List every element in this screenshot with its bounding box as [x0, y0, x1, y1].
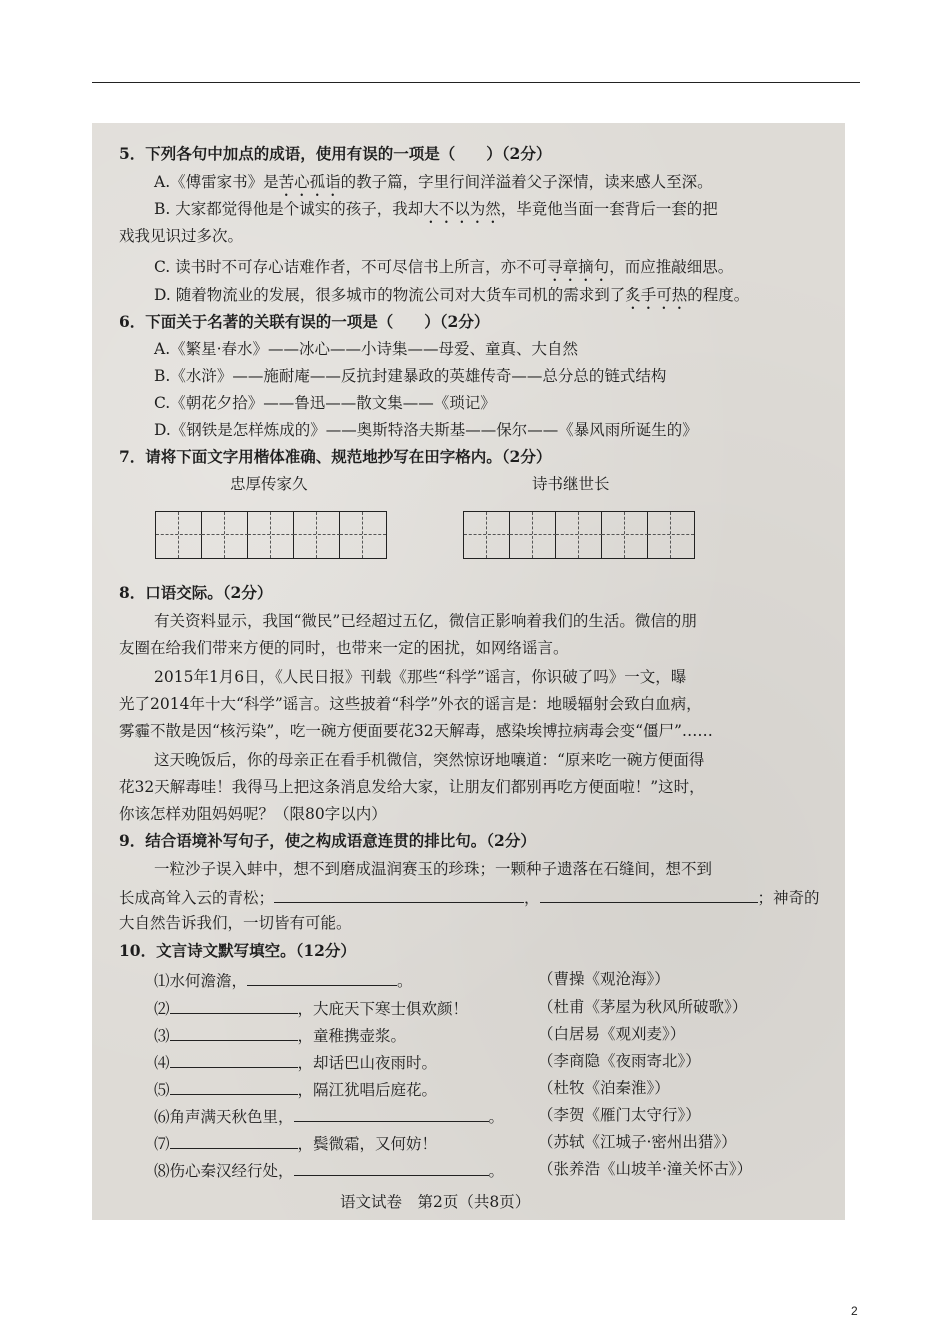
q5-a-pre: A.《傅雷家书》是: [154, 173, 279, 191]
grid-cell[interactable]: [202, 512, 248, 558]
tianzige-grid-left[interactable]: [155, 511, 387, 559]
q10-item-4-source: （李商隐《夜雨寄北》）: [538, 1052, 701, 1070]
q6-option-c: C.《朝花夕拾》——鲁迅——散文集——《琐记》: [154, 394, 496, 412]
q10-item-pre: ⑸: [154, 1081, 170, 1099]
q10-item-4: [154, 1051, 437, 1073]
q10-item-3: [154, 1024, 406, 1046]
grid-cell[interactable]: [294, 512, 340, 558]
q8-para2-line3: 雾霾不散是因“核污染”，吃一碗方便面要花32天解毒，感染埃博拉病毒会变“僵尸”……: [119, 722, 713, 740]
q10-item-post: ，大庇天下寒士俱欢颜！: [297, 1000, 469, 1018]
q10-item-2-source: （杜甫《茅屋为秋风所破歌》）: [538, 998, 748, 1016]
q10-item-pre: ⑵: [154, 1000, 170, 1018]
q5-b-marked-idiom: 大不以为然: [423, 200, 501, 218]
grid-cell[interactable]: [602, 512, 648, 558]
q9-comma: ，: [524, 889, 540, 907]
q10-item-post: ，隔江犹唱后庭花。: [297, 1081, 438, 1099]
q5-option-b: [154, 199, 718, 227]
q10-blank[interactable]: [170, 1132, 298, 1149]
grid-cell[interactable]: [648, 512, 694, 558]
q9-line2: [119, 886, 820, 908]
q5-d-pre: D. 随着物流业的发展，很多城市的物流公司对大货车司机的需求到了: [154, 286, 626, 304]
grid-cell[interactable]: [156, 512, 202, 558]
q10-item-post: 。: [488, 1108, 505, 1126]
grid-cell[interactable]: [464, 512, 510, 558]
q10-item-pre: ⑻伤心秦汉经行处，: [154, 1162, 294, 1180]
q10-item-5-source: （杜牧《泊秦淮》）: [538, 1079, 670, 1097]
q6-option-b: B.《水浒》——施耐庵——反抗封建暴政的英雄传奇——总分总的链式结构: [154, 367, 667, 385]
grid-cell[interactable]: [510, 512, 556, 558]
q10-item-1-source: （曹操《观沧海》）: [538, 970, 670, 988]
q10-blank[interactable]: [294, 1159, 489, 1176]
q10-item-2: [154, 997, 468, 1019]
q10-blank[interactable]: [170, 997, 298, 1014]
q10-item-pre: ⑴水何澹澹，: [154, 972, 248, 990]
q5-c-marked-idiom: 寻章摘句: [547, 258, 610, 276]
q5-option-b-cont: 戏我见识过多次。: [119, 227, 244, 245]
q8-para3-line2: 花32天解毒哇！我得马上把这条消息发给大家，让朋友们都别再吃方便面啦！”这时，: [119, 778, 705, 796]
q10-item-8-source: （张养浩《山坡羊·潼关怀古》）: [538, 1160, 753, 1178]
q9-line2-tail: ；神奇的: [757, 889, 820, 907]
q5-c-post: ，而应推敲细思。: [609, 258, 734, 276]
q5-option-a: [154, 172, 713, 200]
q10-item-7-source: （苏轼《江城子·密州出猎》）: [538, 1133, 737, 1151]
q9-blank-2[interactable]: [540, 886, 758, 903]
grid-cell[interactable]: [248, 512, 294, 558]
tianzige-grid-right[interactable]: [463, 511, 695, 559]
q8-para2-line2: 光了2014年十大“科学”谣言。这些披着“科学”外衣的谣言是：地暖辐射会致白血病，: [119, 695, 702, 713]
q8-para2-line1: 2015年1月6日，《人民日报》刊载《那些“科学”谣言，你识破了吗》一文，曝: [154, 668, 687, 686]
q7-stem: 7．请将下面文字用楷体准确、规范地抄写在田字格内。（2分）: [119, 447, 552, 466]
q8-para3-line3: 你该怎样劝阻妈妈呢？（限80字以内）: [119, 805, 387, 823]
q5-d-post: 的程度。: [687, 286, 750, 304]
q10-item-pre: ⑺: [154, 1135, 170, 1153]
q10-item-5: [154, 1078, 437, 1100]
q10-stem: 10．文言诗文默写填空。（12分）: [119, 941, 356, 960]
q10-item-post: ，却话巴山夜雨时。: [297, 1054, 438, 1072]
q10-blank[interactable]: [247, 969, 397, 986]
q5-d-marked-idiom: 炙手可热: [625, 286, 688, 304]
q10-item-7: [154, 1132, 437, 1154]
q5-option-c: [154, 257, 733, 285]
q7-right-phrase: 诗书继世长: [532, 475, 610, 493]
q10-item-post: ，童稚携壶浆。: [297, 1027, 407, 1045]
q6-option-d: D.《钢铁是怎样炼成的》——奥斯特洛夫斯基——保尔——《暴风雨所诞生的》: [154, 421, 698, 439]
q10-item-post: 。: [397, 972, 413, 990]
q10-blank[interactable]: [170, 1024, 298, 1041]
q9-blank-1[interactable]: [274, 886, 524, 903]
q5-a-post: 的教子篇，字里行间洋溢着父子深情，读来感人至深。: [340, 173, 713, 191]
scanned-exam-page: [92, 123, 845, 1220]
q8-para1-line2: 友圈在给我们带来方便的同时，也带来一定的困扰，如网络谣言。: [119, 639, 569, 657]
q10-item-6: [154, 1105, 504, 1127]
q10-item-pre: ⑷: [154, 1054, 170, 1072]
q5-option-d: [154, 285, 749, 313]
q10-item-post: ，鬓微霜，又何妨！: [297, 1135, 438, 1153]
q10-item-pre: ⑹角声满天秋色里，: [154, 1108, 294, 1126]
q6-stem: 6．下面关于名著的关联有误的一项是（ ）（2分）: [119, 312, 490, 331]
q9-line2-text: 长成高耸入云的青松；: [119, 889, 275, 907]
q6-option-a: A.《繁星·春水》——冰心——小诗集——母爱、童真、大自然: [154, 340, 579, 358]
grid-cell[interactable]: [556, 512, 602, 558]
q10-item-3-source: （白居易《观刈麦》）: [538, 1025, 686, 1043]
q10-item-8: [154, 1159, 504, 1181]
q5-c-pre: C. 读书时不可存心诘难作者，不可尽信书上所言，亦不可: [154, 258, 548, 276]
q7-left-phrase: 忠厚传家久: [230, 475, 308, 493]
q10-item-post: 。: [488, 1162, 505, 1180]
q10-item-6-source: （李贺《雁门太守行》）: [538, 1106, 701, 1124]
q8-para1-line1: 有关资料显示，我国“微民”已经超过五亿，微信正影响着我们的生活。微信的朋: [154, 612, 697, 630]
q5-b-pre: B. 大家都觉得他是个诚实的孩子，我却: [154, 200, 424, 218]
q9-line1: 一粒沙子误入蚌中，想不到磨成温润赛玉的珍珠；一颗种子遗落在石缝间，想不到: [154, 860, 713, 878]
q10-blank[interactable]: [170, 1051, 298, 1068]
q5-b-post: ，毕竟他当面一套背后一套的把: [500, 200, 718, 218]
q10-item-1: [154, 969, 413, 991]
page-number: 2: [851, 1304, 858, 1318]
q5-stem: 5．下列各句中加点的成语，使用有误的一项是（ ）（2分）: [119, 144, 552, 163]
q8-stem: 8．口语交际。（2分）: [119, 583, 273, 602]
header-rule: [92, 82, 860, 83]
q5-a-marked-idiom: 苦心孤诣: [278, 173, 341, 191]
exam-footer: 语文试卷 第2页（共8页）: [340, 1193, 531, 1211]
q10-blank[interactable]: [170, 1078, 298, 1095]
q9-line3: 大自然告诉我们，一切皆有可能。: [119, 914, 352, 932]
q8-para3-line1: 这天晚饭后，你的母亲正在看手机微信，突然惊讶地嚷道：“原来吃一碗方便面得: [154, 751, 705, 769]
grid-cell[interactable]: [340, 512, 386, 558]
q10-blank[interactable]: [294, 1105, 489, 1122]
q9-stem: 9．结合语境补写句子，使之构成语意连贯的排比句。（2分）: [119, 831, 536, 850]
q10-item-pre: ⑶: [154, 1027, 170, 1045]
